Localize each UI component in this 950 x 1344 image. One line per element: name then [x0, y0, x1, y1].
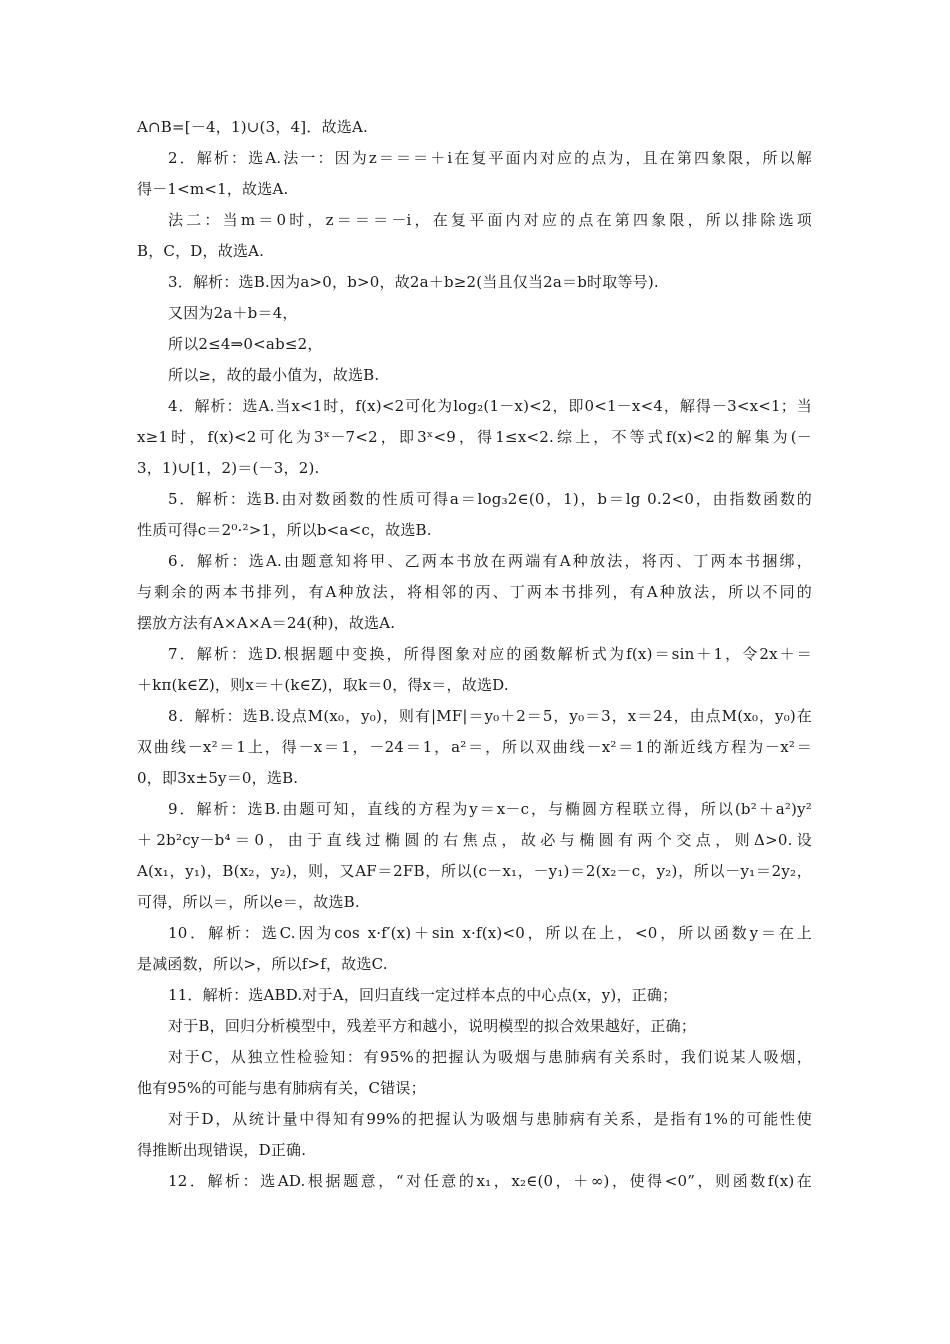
text-line: 法二：当m＝0时，z＝＝＝－i，在复平面内对应的点在第四象限，所以排除选项: [168, 211, 812, 229]
text-line: 7．解析：选D.根据题中变换，所得图象对应的函数解析式为f(x)＝sin＋1，令2x＋＝: [168, 645, 812, 663]
text-line: 10．解析：选C.因为cos x·f′(x)＋sin x·f(x)<0，所以在上，<0，所以函数y＝在上: [168, 924, 812, 942]
text-line: 12．解析：选AD.根据题意，“对任意的x₁，x₂∈(0，＋∞)，使得<0”，则函数f(x)在: [168, 1172, 812, 1190]
text-line: x≥1时，f(x)<2可化为3ˣ－7<2，即3ˣ<9，得1≤x<2.综上，不等式f(x)<2的解集为(－: [137, 428, 812, 446]
text-line: 摆放方法有A×A×A＝24(种)，故选A.: [137, 614, 396, 632]
text-line: B，C，D，故选A.: [137, 242, 265, 260]
text-line: 对于B，回归分析模型中，残差平方和越小，说明模型的拟合效果越好，正确；: [168, 1017, 697, 1035]
text-line: 得－1<m<1，故选A.: [137, 180, 289, 198]
text-line: 11．解析：选ABD.对于A，回归直线一定过样本点的中心点(x，y)，正确；: [168, 986, 678, 1004]
text-line: 性质可得c＝2⁰·²>1，所以b<a<c，故选B.: [137, 521, 432, 539]
text-line: 3，1)∪[1，2)＝(－3，2).: [137, 459, 320, 477]
text-line: 所以≥，故的最小值为，故选B.: [168, 366, 380, 384]
text-line: 得推断出现错误，D正确.: [137, 1141, 307, 1159]
text-line: 对于C，从独立性检验知：有95%的把握认为吸烟与患肺病有关系时，我们说某人吸烟，: [168, 1048, 812, 1066]
text-line: 是减函数，所以>，所以f>f，故选C.: [137, 955, 388, 973]
text-line: 6．解析：选A.由题意知将甲、乙两本书放在两端有A种放法，将丙、丁两本书捆绑，: [168, 552, 812, 570]
text-line: ＋2b²cy－b⁴＝0，由于直线过椭圆的右焦点，故必与椭圆有两个交点，则Δ>0.设: [137, 831, 812, 849]
text-line: 3．解析：选B.因为a>0，b>0，故2a＋b≥2(当且仅当2a＝b时取等号).: [168, 273, 659, 291]
text-line: 他有95%的可能与患有肺病有关，C错误；: [137, 1079, 426, 1097]
text-line: 可得，所以＝，所以e＝，故选B.: [137, 893, 360, 911]
text-line: A(x₁，y₁)，B(x₂，y₂)，则，又AF＝2FB，所以(c－x₁，－y₁)＝2(x₂－c，y₂)，所以－y₁＝2y₂，: [137, 862, 812, 880]
text-line: 又因为2a＋b＝4，: [168, 304, 298, 322]
text-line: 所以2≤4⇒0<ab≤2，: [168, 335, 323, 353]
text-line: 2．解析：选A.法一：因为z＝＝＝＋i在复平面内对应的点为，且在第四象限，所以解: [168, 149, 812, 167]
text-line: 5．解析：选B.由对数函数的性质可得a＝log₃2∈(0，1)，b＝lg 0.2<0，由指数函数的: [168, 490, 812, 508]
text-line: ＋kπ(k∈Z)，则x＝＋(k∈Z)，取k＝0，得x＝，故选D.: [137, 676, 509, 694]
text-line: 9．解析：选B.由题可知，直线的方程为y＝x－c，与椭圆方程联立得，所以(b²＋a²)y²: [168, 800, 812, 818]
text-line: 对于D，从统计量中得知有99%的把握认为吸烟与患肺病有关系，是指有1%的可能性使: [168, 1110, 812, 1128]
text-line: 双曲线－x²＝1上，得－x＝1，－24＝1，a²＝，所以双曲线－x²＝1的渐近线方程为－x²＝: [137, 738, 812, 756]
text-line: A∩B=[－4，1)∪(3，4]．故选A.: [137, 118, 368, 136]
text-line: 0，即3x±5y＝0，选B.: [137, 769, 299, 787]
text-line: 4．解析：选A.当x<1时，f(x)<2可化为log₂(1－x)<2，即0<1－x<4，解得－3<x<1；当: [168, 397, 812, 415]
text-line: 8．解析：选B.设点M(x₀，y₀)，则有|MF|＝y₀＋2＝5，y₀＝3，x＝24，由点M(x₀，y₀)在: [168, 707, 812, 725]
text-line: 与剩余的两本书排列，有A种放法，将相邻的丙、丁两本书排列，有A种放法，所以不同的: [137, 583, 812, 601]
